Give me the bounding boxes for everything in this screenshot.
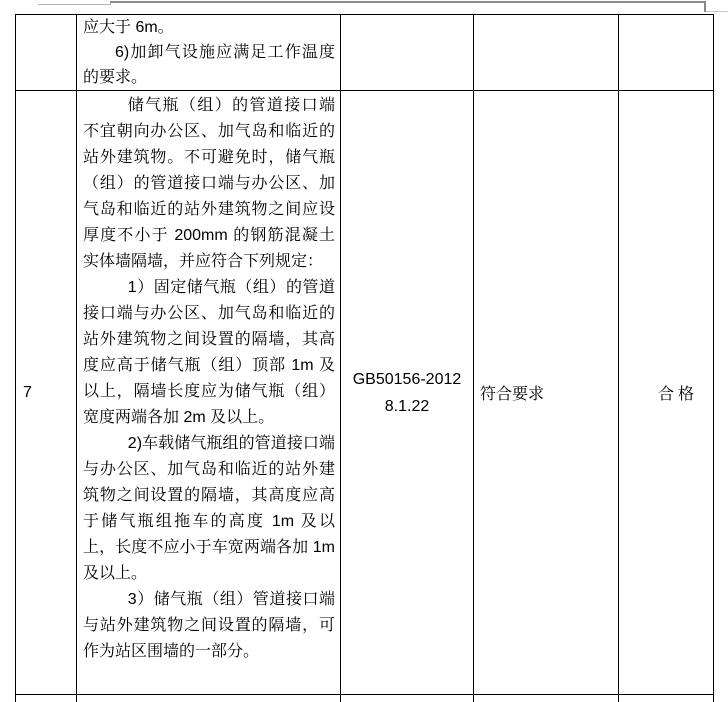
requirement-paragraph: 6)加卸气设施应满足工作温度的要求。 [83,44,335,86]
requirement-paragraph: 储气瓶（组）的管道接口端不宜朝向办公区、加气岛和临近的站外建筑物。不可避免时，储气瓶（组）的管道接口端与办公区、加气岛和临近的站外建筑物之间应设厚度不小于 200mm 的钢筋混凝土实体墙隔墙，并应符合下列规定： [83,97,335,270]
table-row-next-partial [16,695,714,702]
standard-cell[interactable] [341,91,474,695]
requirement-paragraph: 应大于 6m。 [83,19,174,36]
requirement-cell[interactable] [77,15,341,91]
page-edge-line [706,11,728,12]
standard-cell[interactable] [341,695,474,702]
result-cell[interactable]: 符合要求 [474,91,619,695]
row-number-cell[interactable]: 7 [16,91,77,695]
requirement-cell[interactable] [77,91,341,695]
conclusion-cell[interactable] [619,695,714,702]
inspection-table [15,14,714,702]
row-number-cell[interactable] [16,15,77,91]
table-row-item7 [16,91,714,695]
requirement-cell[interactable] [77,695,341,702]
standard-clause: 8.1.22 [384,397,430,415]
page-edge-line [38,4,111,5]
page-top-edge-line [110,1,705,3]
standard-code: GB50156-2012 [352,370,462,388]
table-row-item6-continued [16,15,714,91]
row-number-cell[interactable] [16,695,77,702]
conclusion-cell[interactable]: 合格 [619,91,714,695]
conclusion-cell[interactable] [619,15,714,91]
result-cell[interactable] [474,695,619,702]
result-cell[interactable] [474,15,619,91]
requirement-paragraph: 3）储气瓶（组）管道接口端与站外建筑物之间设置的隔墙，可作为站区围墙的一部分。 [83,591,335,660]
requirement-paragraph: 1）固定储气瓶（组）的管道接口端与办公区、加气岛和临近的站外建筑物之间设置的隔墙，其高度应高于储气瓶（组）顶部 1m 及以上，隔墙长度应为储气瓶（组）宽度两端各加 2m 及以上。 [83,279,335,426]
standard-cell[interactable] [341,15,474,91]
requirement-paragraph: 2)车载储气瓶组的管道接口端与办公区、加气岛和临近的站外建筑物之间设置的隔墙，其高度应高于储气瓶组拖车的高度 1m 及以上，长度不应小于车宽两端各加 1m 及以上。 [83,435,335,582]
